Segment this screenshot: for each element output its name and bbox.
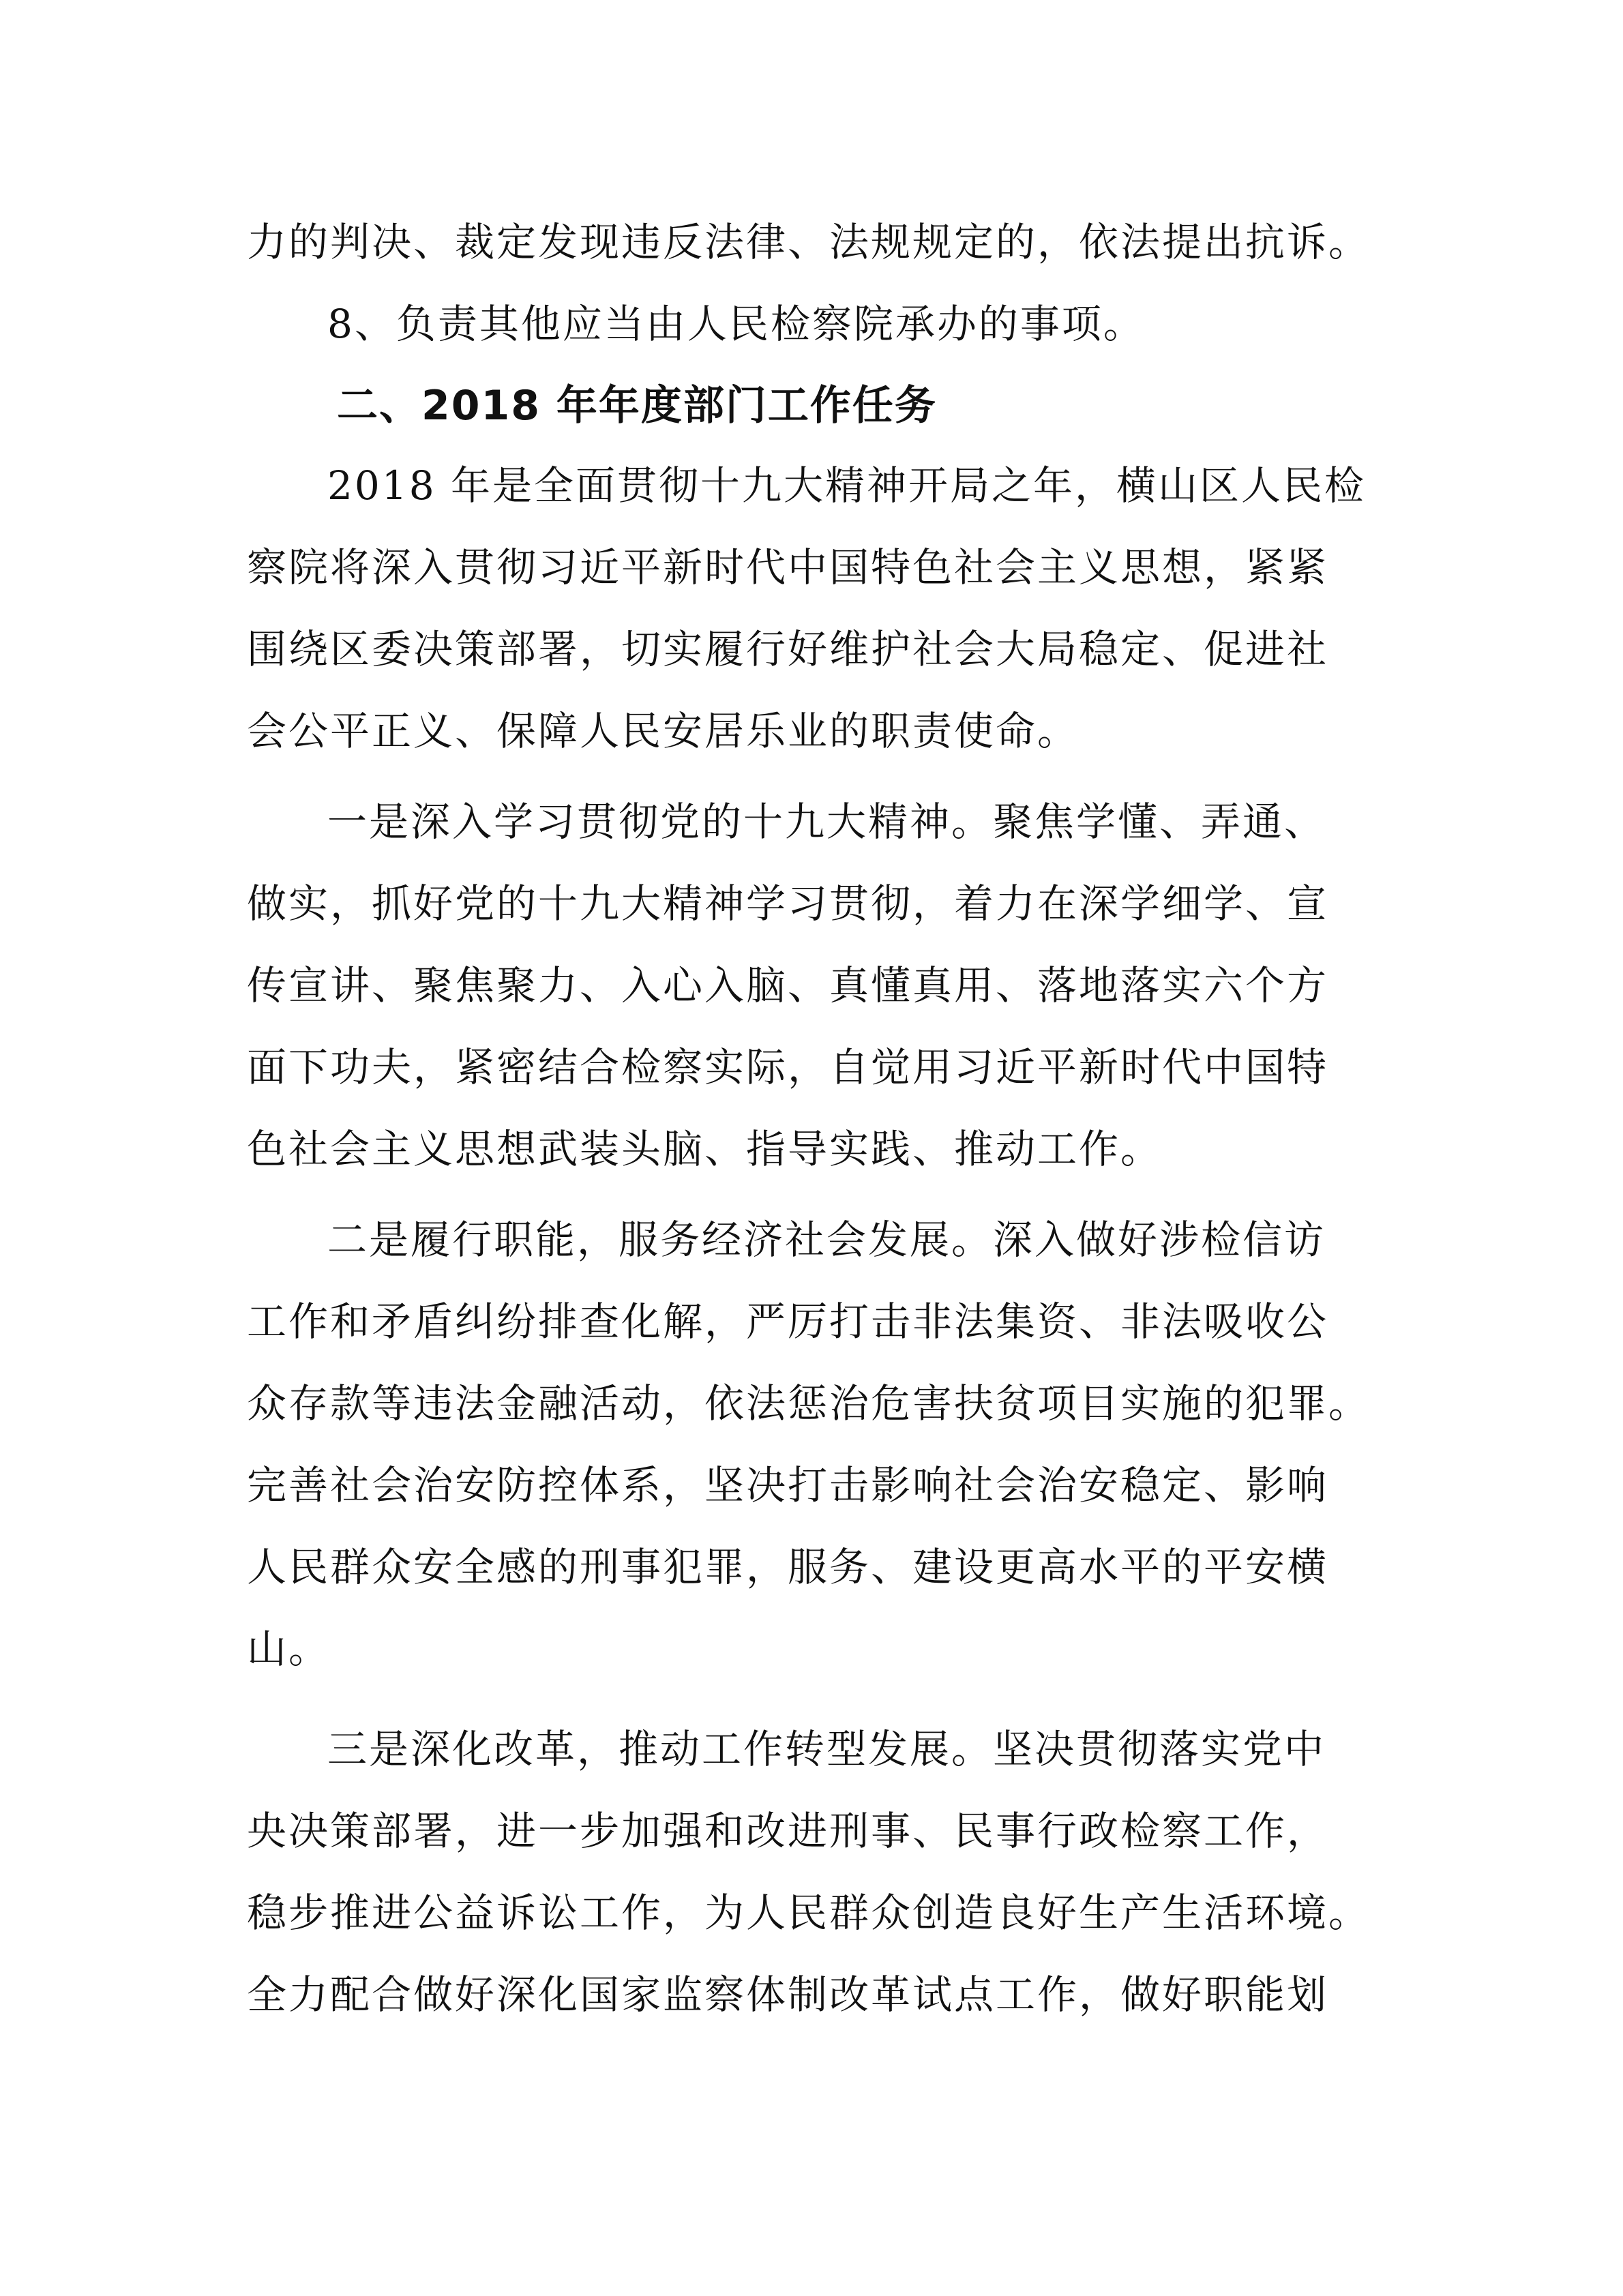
paragraph-line: 二是履行职能，服务经济社会发展。深入做好涉检信访 [327, 1217, 1326, 1263]
paragraph-line: 工作和矛盾纠纷排查化解，严厉打击非法集资、非法吸收公 [247, 1298, 1329, 1345]
continuation-line: 力的判决、裁定发现违反法律、法规规定的，依法提出抗诉。 [247, 219, 1371, 265]
paragraph-line: 一是深入学习贯彻党的十九大精神。聚焦学懂、弄通、 [327, 799, 1326, 845]
paragraph-line: 完善社会治安防控体系，坚决打击影响社会治安稳定、影响 [247, 1462, 1329, 1508]
paragraph-line: 色社会主义思想武装头脑、指导实践、推动工作。 [247, 1126, 1163, 1172]
paragraph-line: 人民群众安全感的刑事犯罪，服务、建设更高水平的平安横 [247, 1544, 1329, 1590]
paragraph-line: 察院将深入贯彻习近平新时代中国特色社会主义思想，紧紧 [247, 544, 1329, 591]
list-item-8: 8、负责其他应当由人民检察院承办的事项。 [327, 301, 1145, 347]
section-heading: 二、2018 年年度部门工作任务 [337, 382, 937, 430]
paragraph-line: 会公平正义、保障人民安居乐业的职责使命。 [247, 708, 1079, 754]
paragraph-line: 三是深化改革，推动工作转型发展。坚决贯彻落实党中 [327, 1726, 1326, 1772]
paragraph-line: 围绕区委决策部署，切实履行好维护社会大局稳定、促进社 [247, 626, 1329, 672]
paragraph-line: 做实，抓好党的十九大精神学习贯彻，着力在深学细学、宣 [247, 880, 1329, 927]
paragraph-line: 面下功夫，紧密结合检察实际，自觉用习近平新时代中国特 [247, 1044, 1329, 1090]
paragraph-line: 2018 年是全面贯彻十九大精神开局之年，横山区人民检 [327, 462, 1367, 509]
paragraph-line: 众存款等违法金融活动，依法惩治危害扶贫项目实施的犯罪。 [247, 1380, 1371, 1427]
paragraph-line: 央决策部署，进一步加强和改进刑事、民事行政检察工作， [247, 1808, 1329, 1854]
paragraph-line: 山。 [247, 1626, 331, 1672]
paragraph-line: 稳步推进公益诉讼工作，为人民群众创造良好生产生活环境。 [247, 1890, 1371, 1936]
paragraph-line: 传宣讲、聚焦聚力、入心入脑、真懂真用、落地落实六个方 [247, 962, 1329, 1009]
paragraph-line: 全力配合做好深化国家监察体制改革试点工作，做好职能划 [247, 1971, 1329, 2018]
